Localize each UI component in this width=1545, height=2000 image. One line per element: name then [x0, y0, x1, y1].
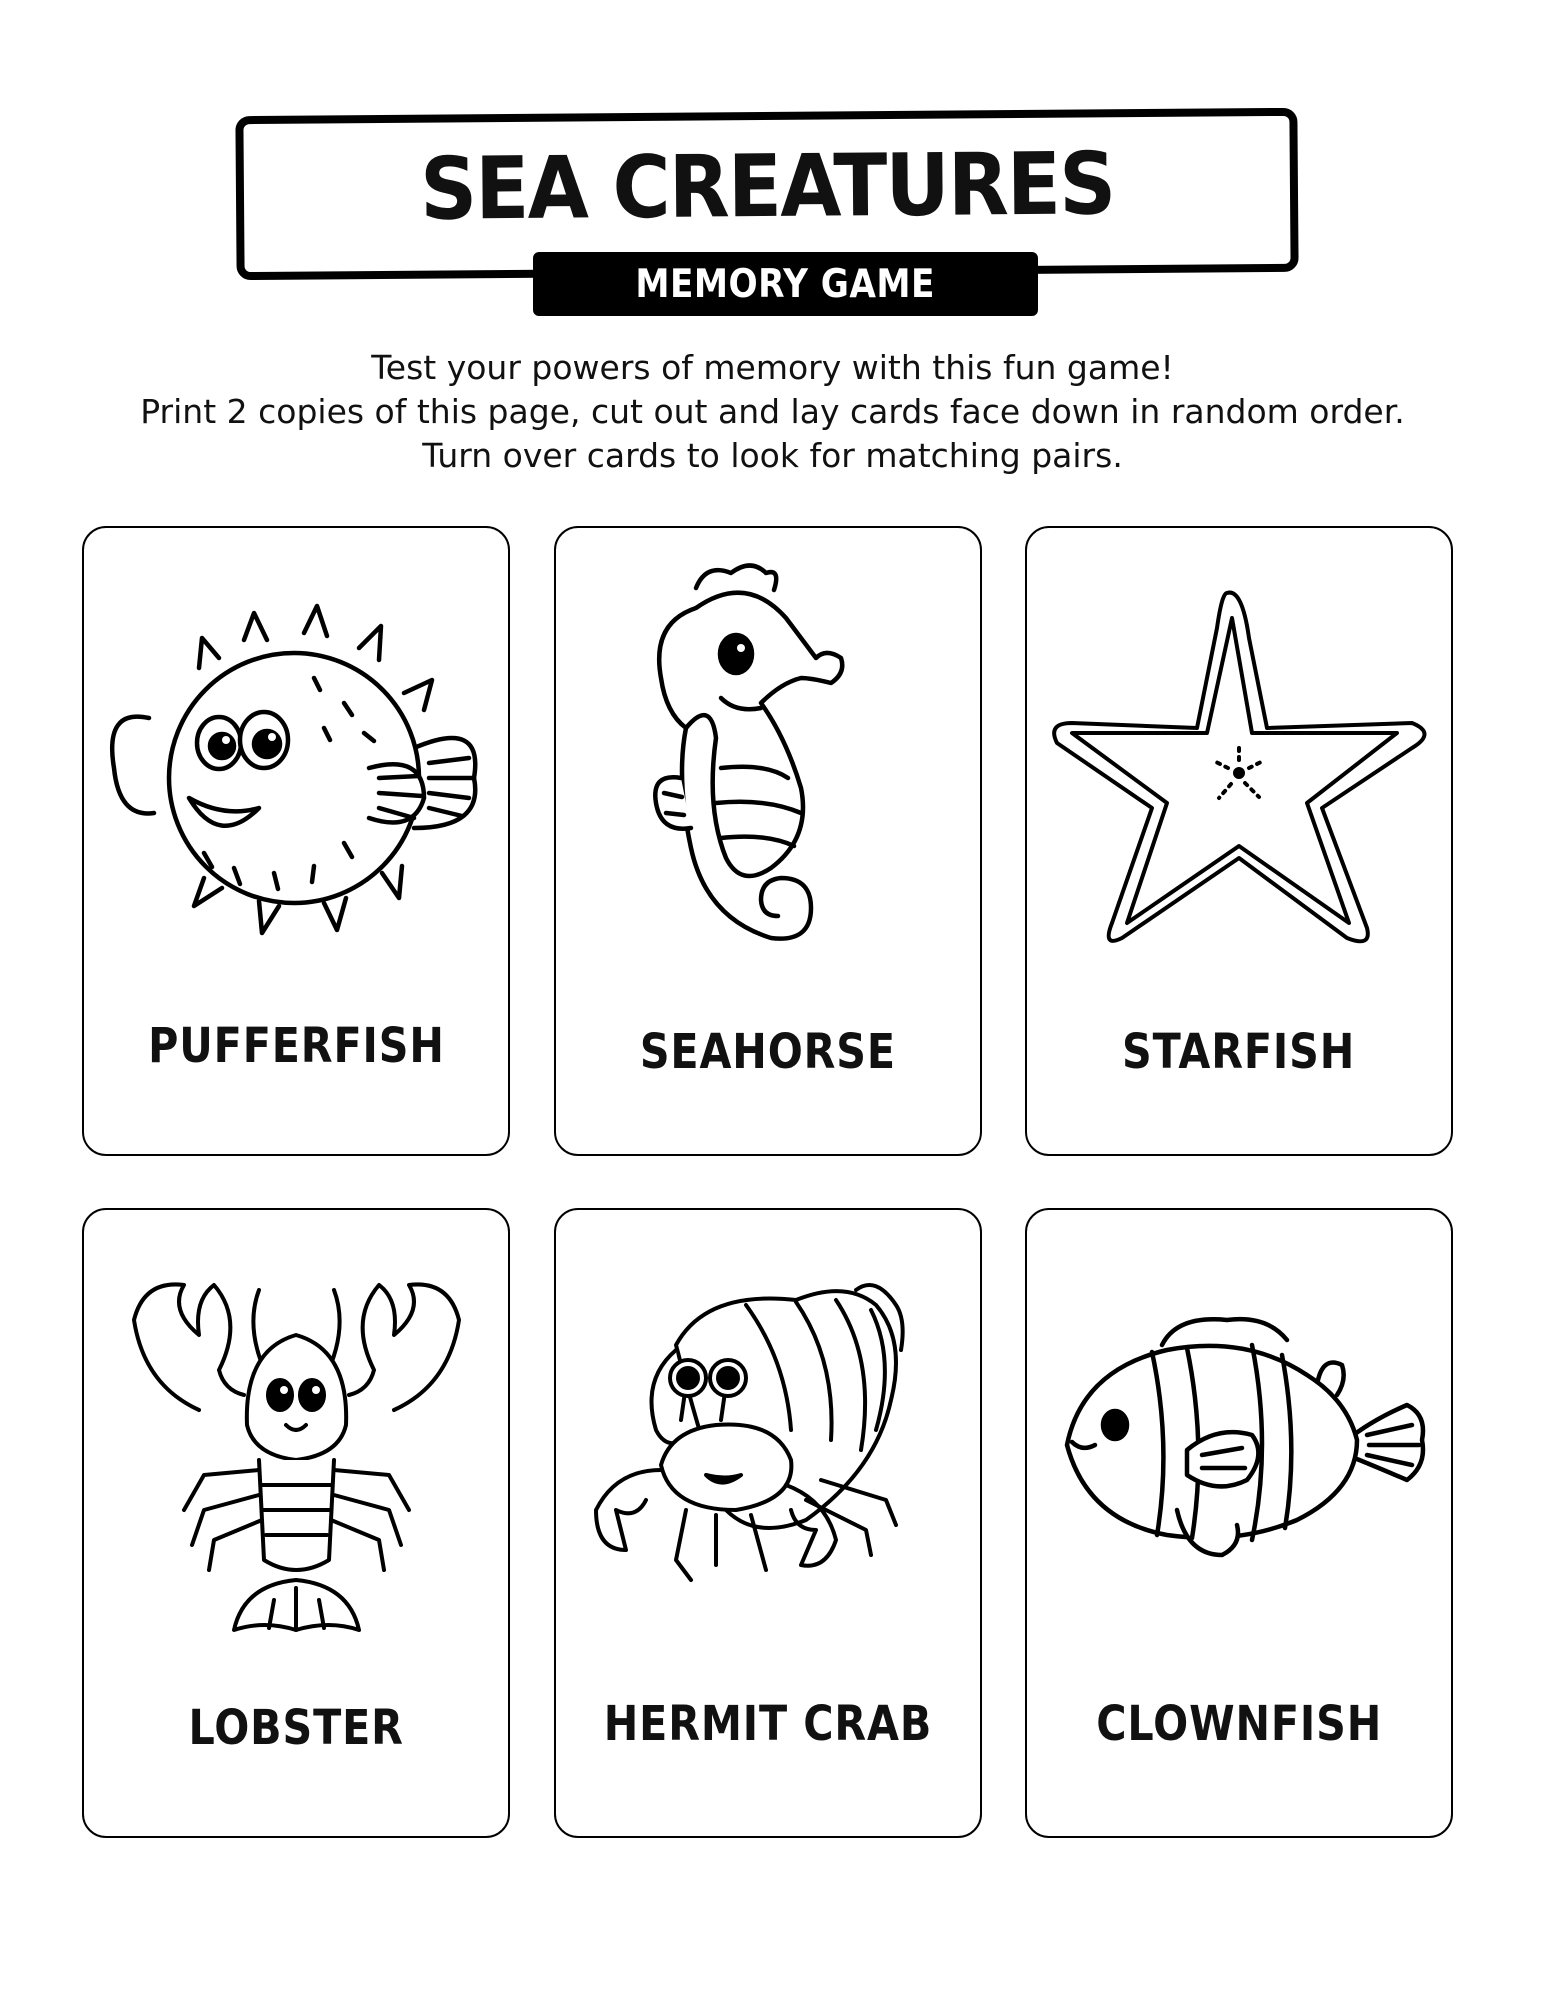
seahorse-icon — [556, 528, 984, 998]
hermit-crab-icon — [556, 1210, 984, 1680]
lobster-icon — [84, 1210, 512, 1680]
instructions — [0, 346, 1545, 478]
card-clownfish[interactable] — [1025, 1208, 1453, 1838]
card-label: SEAHORSE — [639, 1024, 897, 1080]
instruction-line: Turn over cards to look for matching pairs. — [422, 436, 1123, 475]
clownfish-icon — [1027, 1210, 1455, 1680]
page-subtitle: MEMORY GAME — [635, 261, 936, 307]
page-title: SEA CREATURES — [419, 134, 1115, 240]
card-lobster[interactable] — [82, 1208, 510, 1838]
card-seahorse[interactable] — [554, 526, 982, 1156]
instruction-line: Test your powers of memory with this fun game! — [371, 348, 1174, 387]
subtitle-bar — [533, 252, 1038, 316]
card-hermit-crab[interactable] — [554, 1208, 982, 1838]
card-pufferfish[interactable] — [82, 526, 510, 1156]
card-label: PUFFERFISH — [147, 1018, 445, 1074]
card-label: LOBSTER — [188, 1700, 404, 1756]
instruction-line: Print 2 copies of this page, cut out and lay cards face down in random order. — [140, 392, 1405, 431]
card-label: CLOWNFISH — [1096, 1696, 1382, 1752]
card-label: HERMIT CRAB — [603, 1696, 933, 1752]
card-label: STARFISH — [1122, 1024, 1356, 1080]
card-starfish[interactable] — [1025, 526, 1453, 1156]
starfish-icon — [1027, 528, 1455, 998]
pufferfish-icon — [84, 528, 512, 998]
